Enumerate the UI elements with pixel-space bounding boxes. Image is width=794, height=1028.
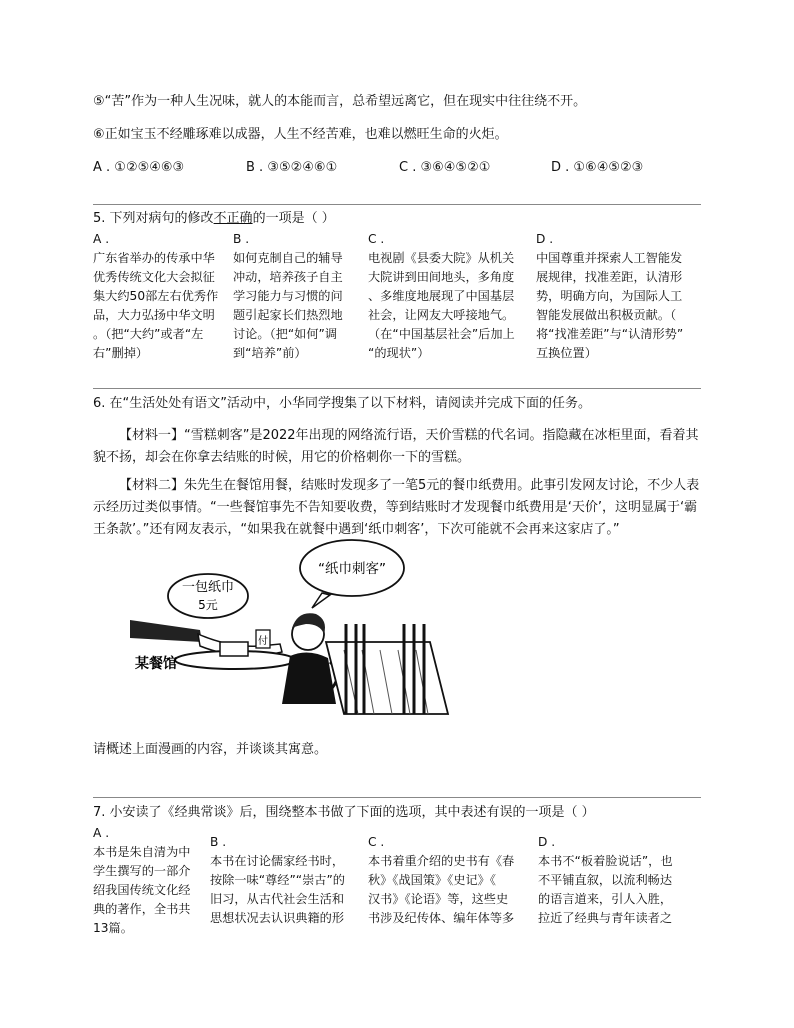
q4-options	[93, 160, 713, 178]
option-label: C .	[368, 232, 385, 246]
divider	[93, 204, 701, 205]
q5-option-c[interactable]	[368, 230, 531, 364]
waiter-sleeve	[130, 620, 202, 642]
material-2: 【材料二】朱先生在餐馆用餐，结账时发现多了一笔5元的餐巾纸费用。此事引发网友讨论，不少人表示经历过类似事情。“一些餐馆事先不告知要收费，等到结账时才发现餐巾纸费用是‘天价’，这明显属于‘霸王条款’。”还有网友表示，“如果我在就餐中遇到‘纸巾刺客’，下次可能就不会再来这家店了。”	[93, 478, 700, 537]
bubble-left-line2: 5元	[198, 598, 218, 612]
q7-option-d[interactable]	[538, 833, 704, 925]
option-text: 本书是朱自清为中 学生撰写的一部介 绍我国传统文化经 典的著作，全书共 13篇。	[93, 845, 191, 934]
q4-option-b[interactable]: B . ③⑤②④⑥①	[246, 160, 338, 175]
option-text: 广东省举办的传承中华 优秀传统文化大会拟征 集大约50部左右优秀作 品，大力弘扬中华文明 。（把“大约”或者“左 右”删掉）	[93, 251, 219, 360]
option-text: 本书着重介绍的史书有《春 秋》《战国策》《史记》《 汉书》《论语》等，这些史 书涉及纪传体、编年体等多	[368, 854, 515, 925]
option-text: 如何克制自己的辅导 冲动，培养孩子自主 学习能力与习惯的问 题引起家长们热烈地 讨论。（把“如何”调 到“培养”前）	[233, 251, 343, 360]
divider	[93, 388, 701, 389]
option-label: C .	[368, 835, 385, 849]
bubble-right-text: “纸巾刺客”	[318, 561, 386, 577]
option-label: A .	[93, 826, 110, 840]
sentence-6: ⑥正如宝玉不经雕琢难以成器，人生不经苦难，也难以燃旺生命的火炬。	[93, 127, 508, 142]
option-text: 本书不“板着脸说话”，也 不平铺直叙，以流利畅达 的语言道来，引人入胜， 拉近了经典与青年读者之	[538, 854, 673, 925]
option-text: 本书在讨论儒家经书时， 按除一味“尊经”“崇古”的 旧习，从古代社会生活和 思想状况去认识典籍的形	[210, 854, 345, 925]
q4-option-d[interactable]: D . ①⑥④⑤②③	[551, 160, 644, 175]
q5-title-underlined: 不正确	[213, 211, 253, 226]
option-label: A .	[93, 232, 110, 246]
divider	[93, 797, 701, 798]
q5-option-d[interactable]	[536, 230, 704, 364]
sentence-5: ⑤“苦”作为一种人生况味，就人的本能而言，总希望远离它，但在现实中往往绕不开。	[93, 94, 587, 109]
option-label: D .	[536, 232, 554, 246]
woman-body	[282, 652, 336, 704]
q5-option-b[interactable]	[233, 230, 363, 364]
material-1: 【材料一】“雪糕刺客”是2022年出现的网络流行语，天价雪糕的代名词。指隐藏在冰柜里面，看着其貌不扬，却会在你拿去结账的时候，用它的价格刺你一下的雪糕。	[93, 428, 699, 465]
q7-title: 7. 小安读了《经典常谈》后，围绕整本书做了下面的选项，其中表述有误的一项是（ ）	[93, 805, 595, 820]
restaurant-sign: 某餐馆	[135, 656, 177, 672]
q7-option-c[interactable]	[368, 833, 534, 925]
option-label: B .	[233, 232, 250, 246]
q7-option-b[interactable]	[210, 833, 364, 925]
q4-option-c[interactable]: C . ③⑥④⑤②①	[399, 160, 491, 175]
option-text: 电视剧《县委大院》从机关 大院讲到田间地头，多角度 、多维度地展现了中国基层 社会，让网友大呼接地气。 （在“中国基层社会”后加上 “的现状”）	[368, 251, 515, 360]
tissue-pack	[220, 642, 248, 656]
cartoon-illustration	[130, 538, 450, 716]
option-label: D .	[538, 835, 556, 849]
option-text: 中国尊重并探索人工智能发 展规律，找准差距，认清形 势，明确方向，为国际人工 智能发展做出积极贡献。（ 将“找准差距”与“认清形势” 互换位置）	[536, 251, 684, 360]
bubble-left-line1: 一包纸巾	[181, 580, 235, 595]
q6-task: 请概述上面漫画的内容，并谈谈其寓意。	[93, 742, 328, 757]
q5-title	[93, 210, 335, 228]
q4-option-a[interactable]: A . ①②⑤④⑥③	[93, 160, 185, 175]
option-label: B .	[210, 835, 227, 849]
q6-title: 6. 在“生活处处有语文”活动中，小华同学搜集了以下材料，请阅读并完成下面的任务。	[93, 396, 592, 411]
q5-option-a[interactable]	[93, 230, 229, 364]
card-text: 付	[258, 636, 268, 647]
bubble-tail	[312, 593, 330, 608]
q5-title-pre: 5. 下列对病句的修改	[93, 211, 214, 226]
q5-title-post: 的一项是（ ）	[252, 211, 335, 226]
q7-option-a[interactable]	[93, 824, 205, 934]
